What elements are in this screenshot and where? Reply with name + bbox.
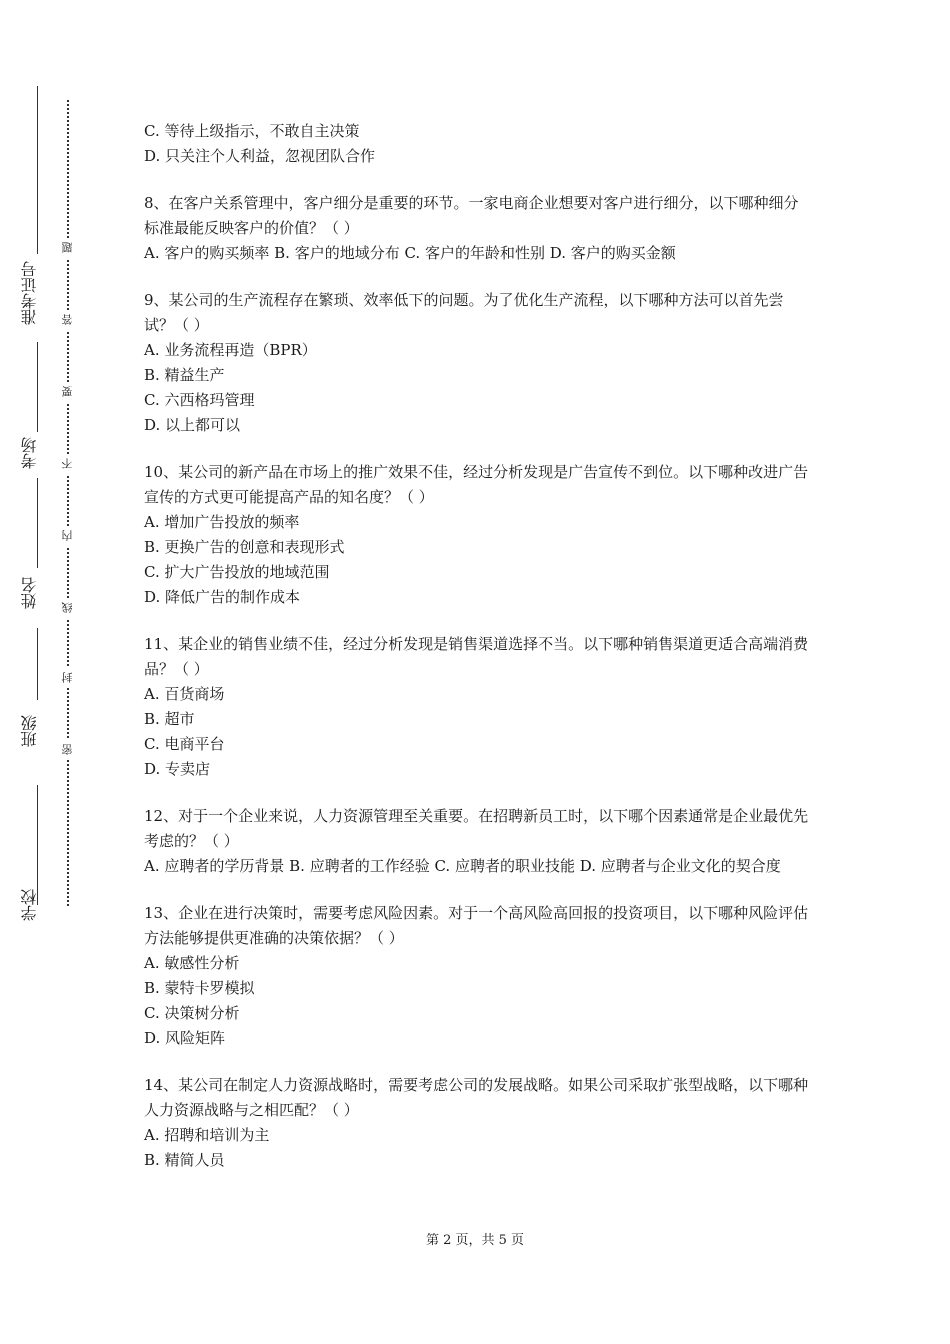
seal-char-yao: 要 [58, 382, 78, 402]
ticket-number-blank [37, 86, 38, 254]
class-label: 班级 [20, 715, 39, 747]
exam-room-label: 考场 [20, 437, 39, 469]
ticket-number-label: 准考证号 [20, 261, 39, 325]
question-stem: 13、企业在进行决策时，需要考虑风险因素。对于一个高风险高回报的投资项目，以下哪种风险评估方法能够提供更准确的决策依据？（ ） [144, 904, 809, 947]
question-stem: 10、某公司的新产品在市场上的推广效果不佳，经过分析发现是广告宣传不到位。以下哪种改进广告宣传的方式更可能提高产品的知名度？（ ） [144, 463, 809, 506]
name-label: 姓名 [20, 577, 39, 609]
option-b: B. 精益生产 [144, 366, 225, 384]
school-label: 学校 [20, 889, 39, 921]
seal-char-xian: 线 [58, 598, 78, 618]
option-a: A. 增加广告投放的频率 [144, 513, 300, 531]
class-blank [37, 628, 38, 700]
seal-char-feng: 封 [58, 668, 78, 688]
question-13 [144, 901, 809, 1051]
option-a: A. 百货商场 [144, 685, 225, 703]
binding-margin [0, 0, 110, 1344]
question-9 [144, 288, 809, 438]
option-a: A. 敏感性分析 [144, 954, 240, 972]
question-list [144, 119, 809, 1195]
option-c: C. 等待上级指示，不敢自主决策 [144, 122, 360, 140]
exam-room-blank [37, 342, 38, 432]
seal-char-bu: 不 [58, 454, 78, 474]
seal-dotted-line [67, 100, 69, 906]
seal-char-da: 答 [58, 310, 78, 330]
option-d: D. 降低广告的制作成本 [144, 588, 301, 606]
option-c: C. 电商平台 [144, 735, 225, 753]
seal-char-mi: 密 [58, 740, 78, 760]
option-b: B. 蒙特卡罗模拟 [144, 979, 255, 997]
option-d: D. 以上都可以 [144, 416, 241, 434]
question-stem: 9、某公司的生产流程存在繁琐、效率低下的问题。为了优化生产流程，以下哪种方法可以首先尝试？（ ） [144, 291, 784, 334]
option-c: C. 扩大广告投放的地域范围 [144, 563, 330, 581]
options-inline: A. 客户的购买频率 B. 客户的地域分布 C. 客户的年龄和性别 D. 客户的购买金额 [144, 244, 676, 262]
question-7-continued [144, 119, 809, 169]
question-14 [144, 1073, 809, 1173]
option-d: D. 只关注个人利益，忽视团队合作 [144, 147, 376, 165]
option-d: D. 风险矩阵 [144, 1029, 226, 1047]
option-a: A. 业务流程再造（BPR） [144, 341, 317, 359]
name-blank [37, 478, 38, 568]
option-d: D. 专卖店 [144, 760, 211, 778]
seal-char-nei: 内 [58, 526, 78, 546]
question-stem: 8、在客户关系管理中，客户细分是重要的环节。一家电商企业想要对客户进行细分，以下哪种细分标准最能反映客户的价值？（ ） [144, 194, 799, 237]
question-11 [144, 632, 809, 782]
question-stem: 11、某企业的销售业绩不佳，经过分析发现是销售渠道选择不当。以下哪种销售渠道更适合高端消费品？（ ） [144, 635, 809, 678]
seal-char-ti: 题 [58, 238, 78, 258]
question-10 [144, 460, 809, 610]
option-c: C. 决策树分析 [144, 1004, 240, 1022]
option-b: B. 超市 [144, 710, 195, 728]
question-12 [144, 804, 809, 879]
question-stem: 14、某公司在制定人力资源战略时，需要考虑公司的发展战略。如果公司采取扩张型战略，以下哪种人力资源战略与之相匹配？（ ） [144, 1076, 809, 1119]
option-a: A. 招聘和培训为主 [144, 1126, 270, 1144]
question-stem: 12、对于一个企业来说，人力资源管理至关重要。在招聘新员工时，以下哪个因素通常是企业最优先考虑的？（ ） [144, 807, 809, 850]
options-inline: A. 应聘者的学历背景 B. 应聘者的工作经验 C. 应聘者的职业技能 D. 应聘者与企业文化的契合度 [144, 857, 781, 875]
page-number: 第 2 页，共 5 页 [425, 1233, 525, 1248]
school-blank [37, 785, 38, 905]
option-c: C. 六西格玛管理 [144, 391, 255, 409]
option-b: B. 更换广告的创意和表现形式 [144, 538, 345, 556]
question-8 [144, 191, 809, 266]
option-b: B. 精简人员 [144, 1151, 225, 1169]
